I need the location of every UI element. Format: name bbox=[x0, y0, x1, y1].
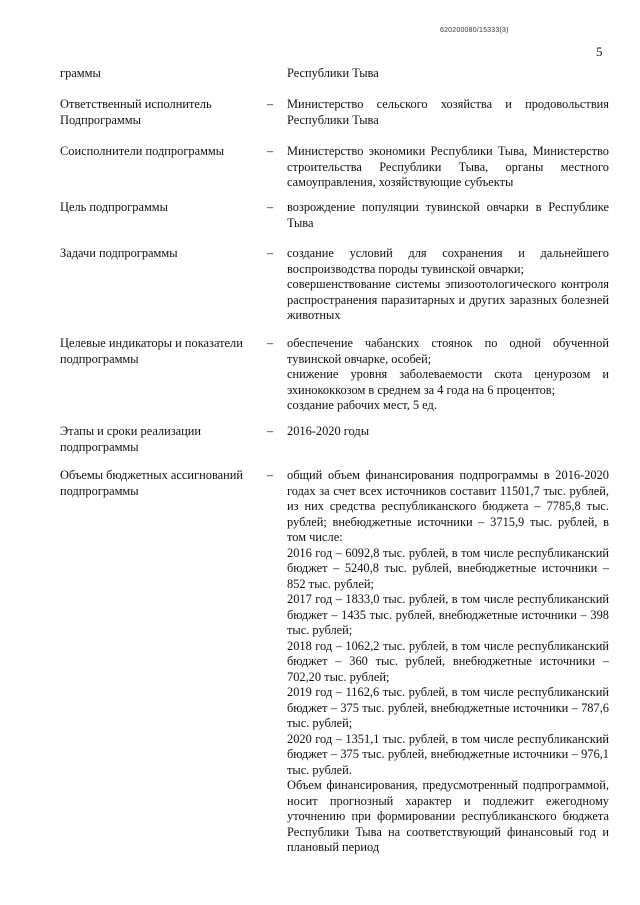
row-label: Ответственный исполнитель Подпрограммы bbox=[60, 97, 212, 127]
value-paragraph: Министерство экономики Республики Тыва, Министерство строительства Республики Тыва, органы местного самоуправления, хозяйствующие субъекты bbox=[287, 144, 609, 189]
value-paragraph: 2016 год – 6092,8 тыс. рублей, в том числе республиканский бюджет – 5240,8 тыс. рублей, внебюджетные источники – 852 тыс. рублей; bbox=[287, 545, 609, 591]
value-paragraph: общий объем финансирования подпрограммы в 2016-2020 годах за счет всех источников составит 11501,7 тыс. рублей, из них средства республиканского бюджета – 7785,8 тыс. рублей; внебюджетные источники – 3715,9 тыс. рублей, в том числе: bbox=[287, 468, 609, 544]
value-paragraph: обеспечение чабанских стоянок по одной обученной тувинской овчарке, особей; bbox=[287, 336, 609, 366]
value-paragraph: создание условий для сохранения и дальнейшего воспроизводства породы тувинской овчарки; bbox=[287, 246, 609, 276]
row-dash: – bbox=[267, 144, 274, 158]
value-paragraph: снижение уровня заболеваемости скота ценурозом и эхинококкозом в среднем за 4 года на 6 процентов; bbox=[287, 367, 609, 397]
value-paragraph: Республики Тыва bbox=[287, 66, 379, 80]
row-dash: – bbox=[267, 468, 274, 482]
row-label: Этапы и сроки реализации подпрограммы bbox=[60, 424, 202, 454]
page-number: 5 bbox=[596, 44, 603, 59]
value-paragraph: создание рабочих мест, 5 ед. bbox=[287, 398, 437, 412]
value-paragraph: Министерство сельского хозяйства и продовольствия Республики Тыва bbox=[287, 97, 609, 127]
row-label: граммы bbox=[60, 66, 101, 80]
row-label: Задачи подпрограммы bbox=[60, 246, 178, 260]
value-paragraph: Объем финансирования, предусмотренный подпрограммой, носит прогнозный характер и подлежит ежегодному уточнению при формировании республиканского бюджета Республики Тыва на соответствующий финансовый год и плановый период bbox=[287, 778, 609, 854]
value-paragraph: 2020 год – 1351,1 тыс. рублей, в том числе республиканский бюджет – 375 тыс. рублей, внебюджетные источники – 976,1 тыс. рублей. bbox=[287, 731, 609, 777]
row-label: Цель подпрограммы bbox=[60, 200, 168, 214]
value-paragraph: 2019 год – 1162,6 тыс. рублей, в том числе республиканский бюджет – 375 тыс. рублей, внебюджетные источники – 787,6 тыс. рублей; bbox=[287, 685, 609, 730]
value-paragraph: 2017 год – 1833,0 тыс. рублей, в том числе республиканский бюджет – 1435 тыс. рублей, внебюджетные источники – 398 тыс. рублей; bbox=[287, 592, 609, 637]
row-value bbox=[287, 468, 609, 856]
value-paragraph: 2016-2020 годы bbox=[287, 424, 370, 438]
row-label: Целевые индикаторы и показатели подпрограммы bbox=[60, 336, 243, 366]
row-dash: – bbox=[267, 424, 274, 438]
row-dash: – bbox=[267, 336, 274, 350]
row-dash: – bbox=[267, 97, 274, 111]
row-dash: – bbox=[267, 246, 274, 260]
row-dash: – bbox=[267, 200, 274, 214]
row-value bbox=[287, 97, 609, 128]
row-value bbox=[287, 66, 609, 82]
row-value bbox=[287, 144, 609, 191]
row-label: Соисполнители подпрограммы bbox=[60, 144, 225, 158]
value-paragraph: совершенствование системы эпизоотологического контроля распространения паразитарных и других заразных болезней животных bbox=[287, 277, 609, 322]
row-value bbox=[287, 246, 609, 324]
row-value bbox=[287, 200, 609, 231]
row-value bbox=[287, 424, 609, 440]
row-label: Объемы бюджетных ассигнований подпрограммы bbox=[60, 468, 244, 498]
row-value bbox=[287, 336, 609, 414]
value-paragraph: возрождение популяции тувинской овчарки в Республике Тыва bbox=[287, 200, 609, 230]
value-paragraph: 2018 год – 1062,2 тыс. рублей, в том числе республиканский бюджет – 360 тыс. рублей, внебюджетные источники – 702,20 тыс. рублей; bbox=[287, 638, 609, 684]
document-id: 620200080/15333(3) bbox=[440, 27, 509, 34]
